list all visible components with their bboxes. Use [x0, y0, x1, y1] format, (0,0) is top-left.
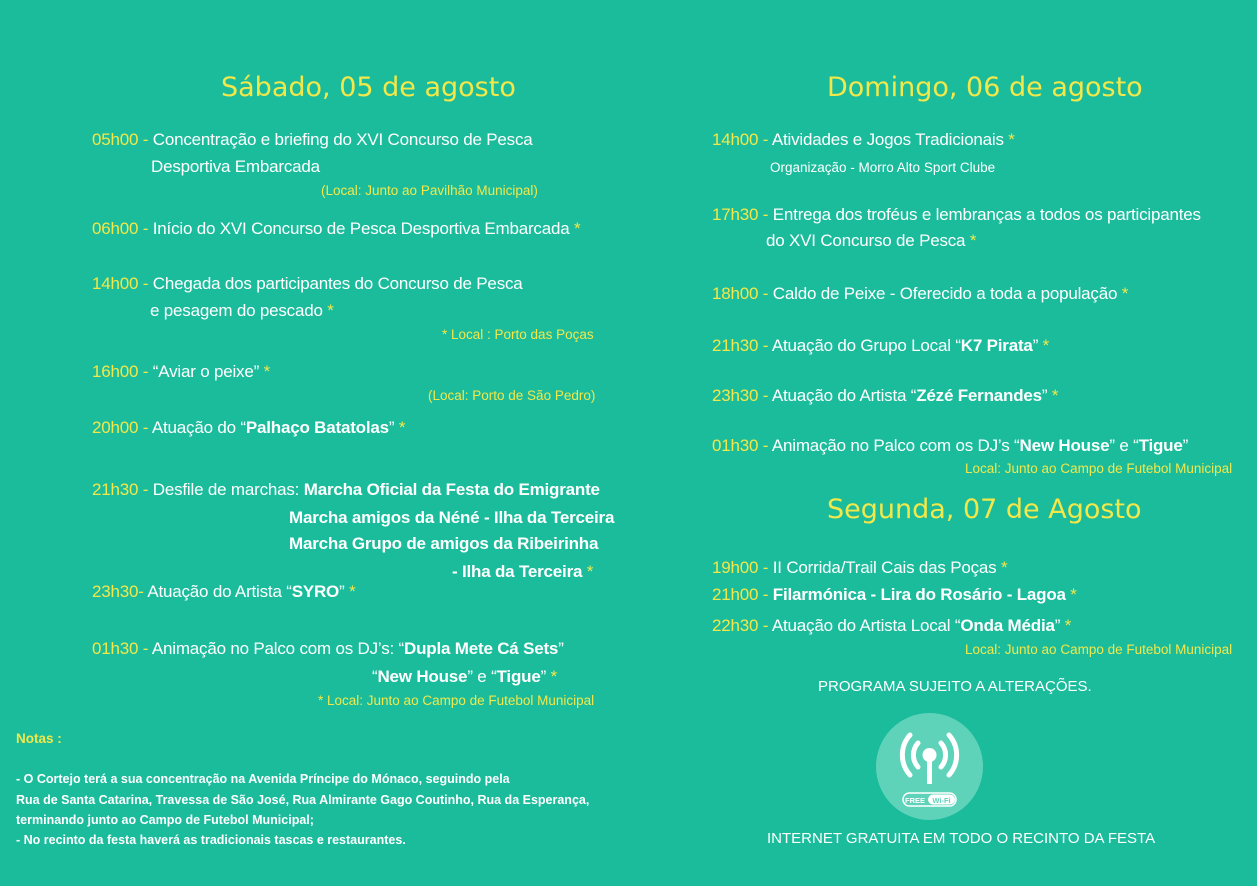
event-time: 23h30 - — [712, 386, 772, 405]
sun-event-5 — [712, 386, 1058, 406]
event-star: * — [965, 231, 977, 250]
sun-event-4 — [712, 336, 1049, 356]
sat-event-4 — [92, 362, 270, 382]
sun-event-1-organizer: Organização - Morro Alto Sport Clube — [770, 160, 996, 175]
march-2-text: Marcha amigos da Néné - Ilha da Terceira — [289, 508, 615, 527]
event-quote: ” — [540, 667, 547, 686]
sat-event-8 — [92, 639, 564, 659]
event-text: II Corrida/Trail Cais das Poças — [772, 558, 997, 577]
sat-event-3 — [92, 274, 523, 294]
event-time: 06h00 - — [92, 219, 153, 238]
event-star: * — [394, 418, 406, 437]
event-text: do XVI Concurso de Pesca — [766, 231, 966, 250]
event-time: 22h30 - — [712, 616, 772, 635]
sun-title: Domingo, 06 de agosto — [827, 72, 1143, 103]
event-time: 21h00 - — [712, 585, 773, 604]
notes-line-3: terminando junto ao Campo de Futebol Municipal; — [16, 813, 314, 827]
event-artist: K7 Pirata — [960, 336, 1033, 355]
event-time: 17h30 - — [712, 205, 773, 224]
sat-title: Sábado, 05 de agosto — [221, 72, 516, 103]
event-artist: New House — [1019, 436, 1110, 455]
sat-event-7 — [92, 582, 356, 602]
event-artist: Tigue — [496, 667, 541, 686]
event-text: Animação no Palco com os DJ’s: “ — [151, 639, 405, 658]
sun-event-6-location: Local: Junto ao Campo de Futebol Municipal — [965, 461, 1233, 476]
sat-event-4-location: (Local: Porto de São Pedro) — [428, 388, 596, 403]
event-star: * — [322, 301, 334, 320]
wifi-free-label: FREE — [904, 796, 926, 805]
event-text: Chegada dos participantes do Concurso de Pesca — [152, 274, 523, 293]
event-quote: ” — [1041, 386, 1048, 405]
event-star: * — [344, 582, 356, 601]
sun-event-3 — [712, 284, 1128, 304]
event-star: * — [1047, 386, 1059, 405]
event-quote: ” — [558, 639, 564, 658]
event-text: Atuação do Artista “ — [771, 386, 917, 405]
event-time: 14h00 - — [712, 130, 772, 149]
event-artist: Palhaço Batatolas — [245, 418, 389, 437]
notes-line-4: - No recinto da festa haverá as tradicionais tascas e restaurantes. — [16, 833, 406, 847]
event-text: Atuação do Grupo Local “ — [771, 336, 961, 355]
event-artist: SYRO — [291, 582, 340, 601]
event-text: Animação no Palco com os DJ’s “ — [771, 436, 1020, 455]
event-star: * — [1038, 336, 1050, 355]
event-text: ” e “ — [467, 667, 497, 686]
sat-event-3-location: * Local : Porto das Poças — [442, 327, 594, 342]
event-text: Caldo de Peixe - Oferecido a toda a população — [772, 284, 1122, 303]
march-3 — [289, 534, 598, 554]
sat-event-2 — [92, 219, 580, 239]
sun-event-2-cont — [766, 231, 976, 251]
event-quote: ” — [1054, 616, 1061, 635]
march-2 — [289, 508, 614, 528]
event-star: * — [1003, 130, 1015, 149]
march-3-cont — [452, 562, 593, 582]
event-time: 21h30 - — [712, 336, 772, 355]
notes-line-1: - O Cortejo terá a sua concentração na Avenida Príncipe do Mónaco, seguindo pela — [16, 772, 510, 786]
event-time: 01h30 - — [92, 639, 152, 658]
sat-event-1 — [92, 130, 533, 150]
event-star: * — [546, 667, 557, 686]
sat-event-5 — [92, 418, 405, 438]
event-star: * — [569, 219, 581, 238]
event-text: Atividades e Jogos Tradicionais — [771, 130, 1004, 149]
event-text: ” e “ — [1109, 436, 1139, 455]
event-quote: ” — [339, 582, 345, 601]
sun-event-2 — [712, 205, 1201, 225]
wifi-wifi-label: Wi-Fi — [932, 796, 951, 805]
event-text: e pesagem do pescado — [150, 301, 323, 320]
event-artist: Zézé Fernandes — [916, 386, 1042, 405]
event-time: 21h30 - — [92, 480, 153, 499]
event-text: Desfile de marchas: — [152, 480, 304, 499]
event-star: * — [259, 362, 271, 381]
march-3-cont-text: - Ilha da Terceira — [452, 562, 583, 581]
event-artist: Onda Média — [960, 616, 1055, 635]
sat-event-8-location: * Local: Junto ao Campo de Futebol Municipal — [318, 693, 595, 708]
event-star: * — [996, 558, 1008, 577]
sat-event-8-cont — [372, 667, 557, 687]
sat-event-1-location: (Local: Junto ao Pavilhão Municipal) — [321, 183, 538, 198]
event-artist: Filarmónica - Lira do Rosário - Lagoa — [772, 585, 1066, 604]
mon-event-1 — [712, 558, 1007, 578]
mon-event-3 — [712, 616, 1071, 636]
event-time: 01h30 - — [712, 436, 772, 455]
march-3-text: Marcha Grupo de amigos da Ribeirinha — [289, 534, 599, 553]
wifi-antenna-icon — [876, 713, 983, 820]
mon-event-3-location: Local: Junto ao Campo de Futebol Municipal — [965, 642, 1233, 657]
event-star: * — [1065, 585, 1077, 604]
notes-line-2: Rua de Santa Catarina, Travessa de São José, Rua Almirante Gago Coutinho, Rua da Esperança, — [16, 793, 590, 807]
event-time: 19h00 - — [712, 558, 773, 577]
mon-event-2 — [712, 585, 1077, 605]
event-text: Atuação do “ — [151, 418, 246, 437]
sat-event-6 — [92, 480, 600, 500]
event-text: Entrega dos troféus e lembranças a todos os participantes — [772, 205, 1201, 224]
internet-notice: INTERNET GRATUITA EM TODO O RECINTO DA FESTA — [767, 830, 1156, 847]
march-1: Marcha Oficial da Festa do Emigrante — [303, 480, 600, 499]
mon-title: Segunda, 07 de Agosto — [827, 494, 1142, 525]
sun-event-1 — [712, 130, 1015, 150]
event-quote: “ — [372, 667, 378, 686]
event-star: * — [582, 562, 594, 581]
event-artist: Tigue — [1138, 436, 1183, 455]
notes-title: Notas : — [16, 731, 62, 746]
event-time: 14h00 - — [92, 274, 153, 293]
wifi-badge — [876, 713, 983, 820]
event-text: Início do XVI Concurso de Pesca Desportiva Embarcada — [152, 219, 570, 238]
event-text: “Aviar o peixe” — [152, 362, 260, 381]
event-quote: ” — [388, 418, 395, 437]
program-disclaimer: PROGRAMA SUJEITO A ALTERAÇÕES. — [818, 678, 1092, 695]
sun-event-6 — [712, 436, 1188, 456]
sat-event-1-cont: Desportiva Embarcada — [151, 157, 320, 176]
event-artist: New House — [377, 667, 468, 686]
event-time: 05h00 - — [92, 130, 153, 149]
event-quote: ” — [1182, 436, 1189, 455]
event-star: * — [1121, 284, 1129, 303]
event-time: 23h30- — [92, 582, 148, 601]
event-text: Concentração e briefing do XVI Concurso de Pesca — [152, 130, 533, 149]
event-time: 18h00 - — [712, 284, 773, 303]
event-quote: ” — [1032, 336, 1039, 355]
sat-event-3-cont — [150, 301, 334, 321]
event-artist: Dupla Mete Cá Sets — [404, 639, 559, 658]
event-time: 20h00 - — [92, 418, 152, 437]
event-text: Atuação do Artista “ — [147, 582, 292, 601]
event-time: 16h00 - — [92, 362, 153, 381]
event-star: * — [1060, 616, 1072, 635]
event-text: Atuação do Artista Local “ — [771, 616, 961, 635]
